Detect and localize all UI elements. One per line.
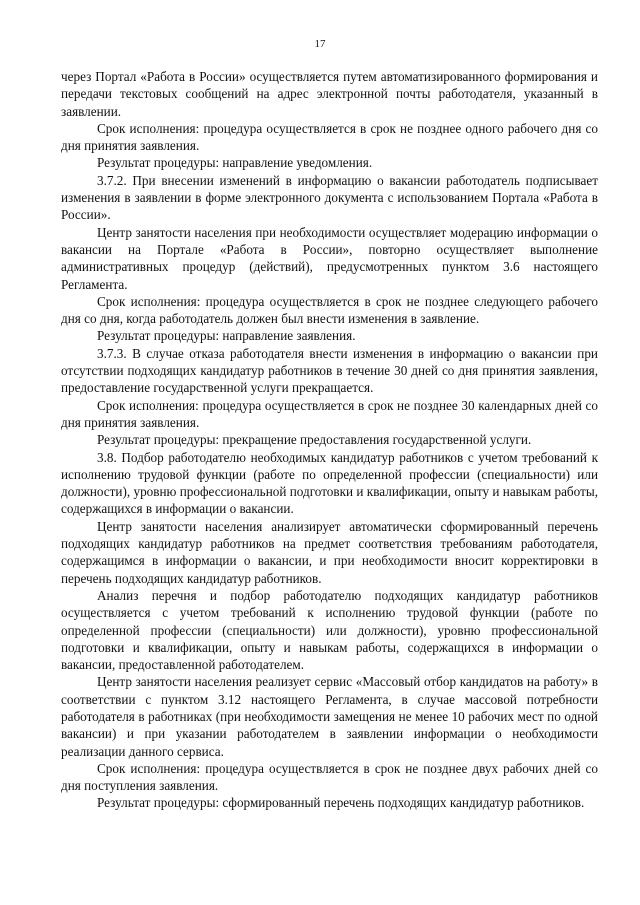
paragraph-section-3-7-3: 3.7.3. В случае отказа работодателя внести изменения в информацию о вакансии при отсутствии подходящих кандидатур работников в течение 30 дней со дня принятия заявления, предоставление государственной услуги прекращается. (61, 345, 598, 396)
paragraph-deadline-next-day: Срок исполнения: процедура осуществляется в срок не позднее следующего рабочего дня со дня, когда работодатель должен был внести изменения в заявление. (61, 293, 598, 327)
paragraph-result-termination: Результат процедуры: прекращение предоставления государственной услуги. (97, 432, 532, 448)
page-number: 17 (314, 38, 326, 50)
paragraph-result-candidate-list: Результат процедуры: сформированный перечень подходящих кандидатур работников. (97, 795, 585, 811)
document-body (61, 68, 598, 812)
paragraph-section-3-7-2: 3.7.2. При внесении изменений в информацию о вакансии работодатель подписывает изменения в заявлении в форме электронного документа с использованием Портала «Работа в России». (61, 172, 598, 223)
paragraph-candidate-analysis: Центр занятости населения анализирует автоматически сформированный перечень подходящих кандидатур работников на предмет соответствия требованиям работодателя, содержащимся в информации о вакансии, и при необходимости вносит корректировки в перечень подходящих кандидатур работников. (61, 518, 598, 586)
paragraph-portal-notification-continuation: через Портал «Работа в России» осуществляется путем автоматизированного формирования и передачи текстовых сообщений на адрес электронной почты работодателя, указанный в заявлении. (61, 69, 598, 119)
paragraph-result-notification: Результат процедуры: направление уведомления. (97, 155, 373, 171)
paragraph-deadline-two-days: Срок исполнения: процедура осуществляется в срок не позднее двух рабочих дней со дня поступления заявления. (61, 760, 598, 794)
paragraph-result-application: Результат процедуры: направление заявления. (97, 328, 356, 344)
paragraph-deadline-notification: Срок исполнения: процедура осуществляется в срок не позднее одного рабочего дня со дня принятия заявления. (61, 120, 598, 154)
paragraph-moderation: Центр занятости населения при необходимости осуществляет модерацию информации о вакансии на Портале «Работа в России», повторно осуществляет выполнение административных процедур (действий), предусмотренных пунктом 3.6 настоящего Регламента. (61, 224, 598, 292)
paragraph-selection-requirements: Анализ перечня и подбор работодателю подходящих кандидатур работников осуществляется с учетом требований к исполнению трудовой функции (работе по определенной профессии (специальности) или должности), уровню профессиональной подготовки и квалификации, опыту и навыкам работы, содержащихся в информации о вакансии, предоставленной работодателем. (61, 587, 598, 673)
paragraph-mass-selection-service: Центр занятости населения реализует сервис «Массовый отбор кандидатов на работу» в соответствии с пунктом 3.12 настоящего Регламента, в случае массовой потребности работодателя в работниках (при необходимости замещения не менее 10 рабочих мест по одной вакансии) и при указании работодателем в заявлении информации о необходимости реализации данного сервиса. (61, 674, 598, 759)
paragraph-section-3-8: 3.8. Подбор работодателю необходимых кандидатур работников с учетом требований к исполнению трудовой функции (работе по определенной профессии (специальности) или должности), уровню профессиональной подготовки и квалификации, опыту и навыкам работы, содержащихся в информации о вакансии. (61, 449, 598, 517)
paragraph-deadline-30-days: Срок исполнения: процедура осуществляется в срок не позднее 30 календарных дней со дня принятия заявления. (61, 397, 598, 430)
